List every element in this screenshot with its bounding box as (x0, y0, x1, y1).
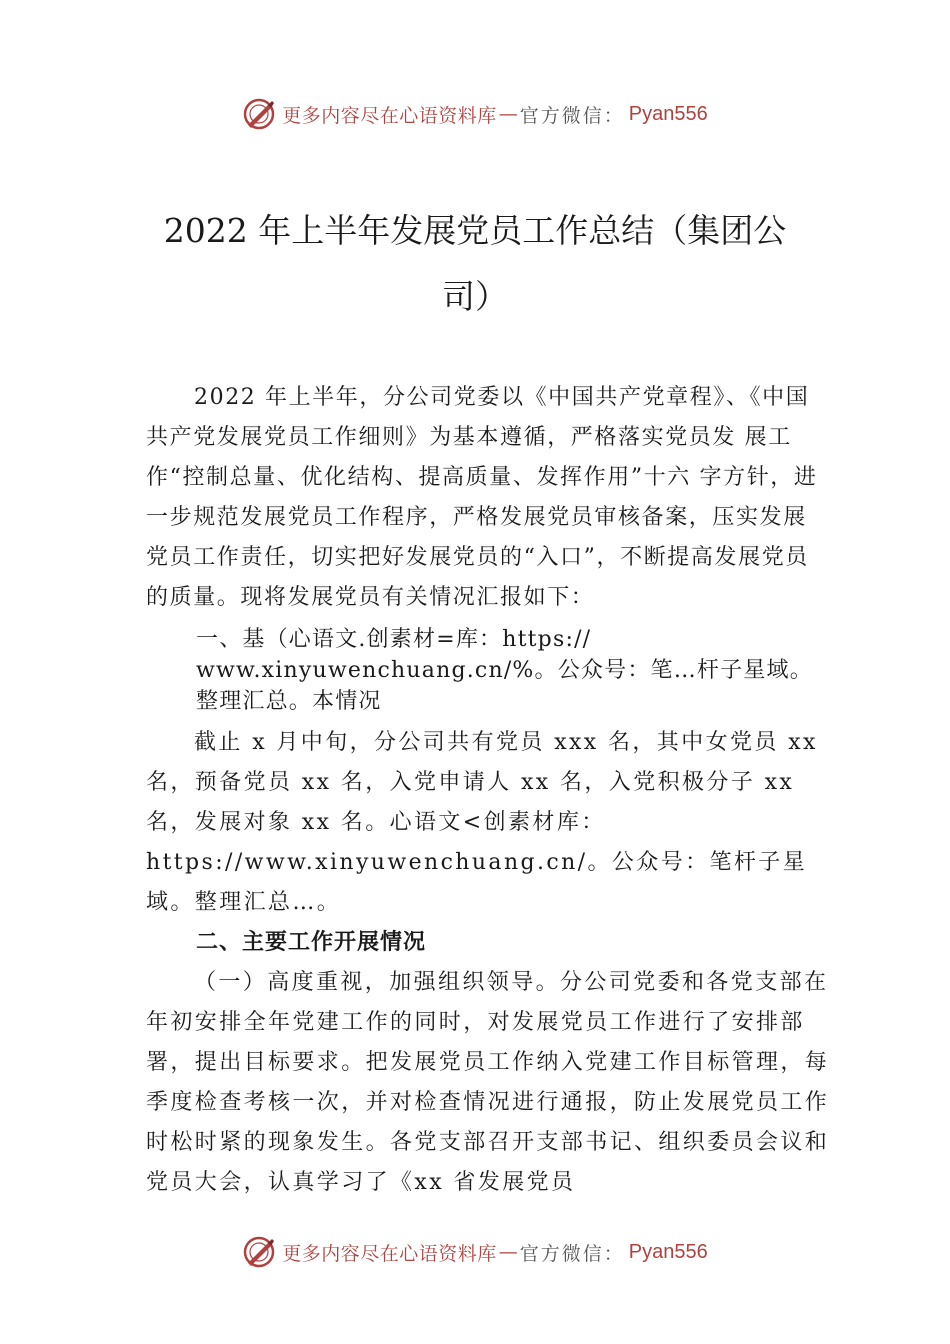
section-1-heading: 一、基（心语文.创素材=库：https:// www.xinyuwenchuang.cn/%。公众号：笔…杆子星域。整理汇总。本情况 (196, 627, 813, 714)
banner-text: 更多内容尽在心语资料库 (282, 104, 497, 127)
section-2-heading: 二、主要工作开展情况 (196, 930, 427, 955)
header-banner (0, 94, 950, 134)
banner-wechat-id: Pyan556 (628, 102, 708, 125)
banner-separator: — (498, 103, 518, 125)
banner-separator: — (498, 1241, 518, 1263)
pen-seal-icon (242, 1235, 276, 1269)
section-1-body: 截止 x 月中旬，分公司共有党员 xxx 名，其中女党员 xx 名，预备党员 xx 名，入党申请人 xx 名，入党积极分子 xx 名，发展对象 xx 名。心语文<创素材库：https://www.xinyuwenchuang.cn/。公众号：笔杆子星域。整理汇总…。 (146, 730, 818, 915)
banner-label: 官方微信： (519, 104, 625, 127)
banner-label: 官方微信： (519, 1242, 625, 1265)
banner-text: 更多内容尽在心语资料库 (282, 1242, 497, 1265)
pen-seal-icon (242, 97, 276, 131)
intro-paragraph: 2022 年上半年，分公司党委以《中国共产党章程》、《中国共产党发展党员工作细则》为基本遵循，严格落实党员发 展工作“控制总量、优化结构、提高质量、发挥作用”十六 字方针，进一步规范发展党员工作程序，严格发展党员审核备案，压实发展党员工作责任，切实把好发展党员的“入口”，不断提高发展党员的质量。现将发展党员有关情况汇报如下： (146, 385, 818, 610)
banner-wechat-id: Pyan556 (628, 1240, 708, 1263)
section-2-body: （一）高度重视，加强组织领导。分公司党委和各党支部在年初安排全年党建工作的同时，对发展党员工作进行了安排部署，提出目标要求。把发展党员工作纳入党建工作目标管理，每季度检查考核一次，并对检查情况进行通报，防止发展党员工作时松时紧的现象发生。各党支部召开支部书记、组织委员会议和党员大会，认真学习了《xx 省发展党员 (146, 970, 830, 1195)
footer-banner (0, 1232, 950, 1272)
document-title: 2022 年上半年发展党员工作总结（集团公司） (163, 211, 787, 316)
document-body (146, 378, 830, 1203)
